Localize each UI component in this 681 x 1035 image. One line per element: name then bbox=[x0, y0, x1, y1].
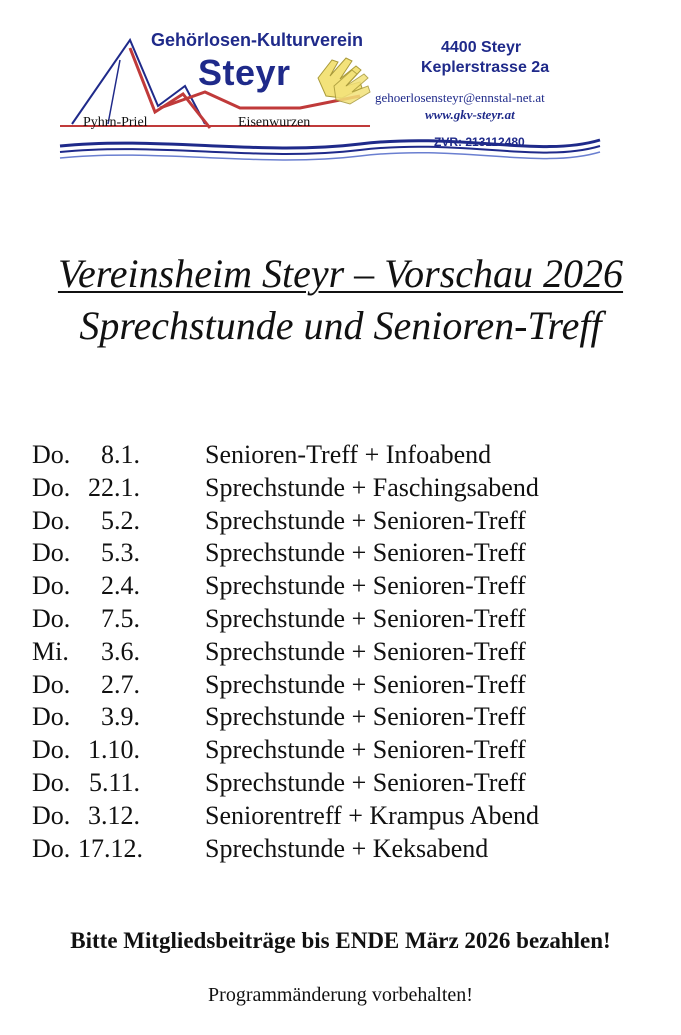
schedule-date: 1.10. bbox=[88, 735, 140, 765]
schedule-day: Do. bbox=[32, 800, 71, 830]
schedule-event: Sprechstunde + Senioren-Treff bbox=[205, 505, 526, 535]
region-label-right: Eisenwurzen bbox=[238, 115, 311, 130]
schedule-event: Sprechstunde + Senioren-Treff bbox=[205, 735, 526, 765]
schedule-event: Sprechstunde + Senioren-Treff bbox=[205, 538, 526, 568]
logo-graphic bbox=[0, 0, 681, 180]
schedule-date: 5.3. bbox=[101, 538, 140, 568]
schedule-date: 22.1. bbox=[88, 472, 140, 502]
page-subtitle: Sprechstunde und Senioren-Treff bbox=[79, 303, 602, 348]
address-line-1: 4400 Steyr bbox=[441, 39, 522, 56]
mountain-outline-icon bbox=[72, 40, 205, 124]
schedule-event: Senioren-Treff + Infoabend bbox=[205, 440, 492, 469]
letterhead bbox=[0, 0, 681, 180]
schedule-day: Do. bbox=[32, 833, 71, 863]
schedule-day: Do. bbox=[32, 669, 71, 699]
schedule-row bbox=[0, 506, 681, 539]
schedule-date: 8.1. bbox=[101, 440, 140, 469]
website-link[interactable]: www.gkv-steyr.at bbox=[425, 107, 515, 122]
schedule-day: Do. bbox=[32, 440, 71, 469]
schedule-date: 3.6. bbox=[101, 636, 140, 666]
schedule-row bbox=[0, 702, 681, 735]
schedule-row bbox=[0, 834, 681, 867]
schedule-event: Sprechstunde + Senioren-Treff bbox=[205, 767, 526, 797]
hands-icon bbox=[318, 58, 370, 104]
schedule-row bbox=[0, 440, 681, 473]
schedule-event: Sprechstunde + Senioren-Treff bbox=[205, 636, 526, 666]
schedule-date: 2.4. bbox=[101, 571, 140, 601]
schedule-row bbox=[0, 637, 681, 670]
region-label-left: Pyhrn-Priel bbox=[83, 115, 148, 130]
schedule-event: Sprechstunde + Senioren-Treff bbox=[205, 603, 526, 633]
schedule-event: Sprechstunde + Senioren-Treff bbox=[205, 571, 526, 601]
schedule-row bbox=[0, 538, 681, 571]
schedule-row bbox=[0, 670, 681, 703]
org-city: Steyr bbox=[198, 52, 291, 93]
schedule-date: 17.12. bbox=[78, 833, 143, 863]
org-name: Gehörlosen-Kulturverein bbox=[151, 30, 364, 50]
schedule-list bbox=[0, 440, 681, 866]
membership-fee-notice: Bitte Mitgliedsbeiträge bis ENDE März 2026 bezahlen! bbox=[70, 928, 611, 953]
schedule-day: Do. bbox=[32, 603, 71, 633]
schedule-row bbox=[0, 735, 681, 768]
schedule-day: Do. bbox=[32, 505, 71, 535]
schedule-row bbox=[0, 571, 681, 604]
schedule-day: Do. bbox=[32, 767, 71, 797]
zvr-number: ZVR: 213112480 bbox=[434, 135, 525, 149]
schedule-date: 3.12. bbox=[88, 800, 140, 830]
schedule-day: Do. bbox=[32, 538, 71, 568]
schedule-day: Do. bbox=[32, 735, 71, 765]
schedule-event: Sprechstunde + Keksabend bbox=[205, 833, 489, 863]
schedule-date: 3.9. bbox=[101, 702, 140, 732]
schedule-row bbox=[0, 801, 681, 834]
email-address[interactable]: gehoerlosensteyr@ennstal-net.at bbox=[375, 90, 545, 105]
schedule-event: Sprechstunde + Faschingsabend bbox=[205, 472, 539, 502]
schedule-day: Mi. bbox=[32, 636, 69, 666]
schedule-date: 2.7. bbox=[101, 669, 140, 699]
schedule-row bbox=[0, 473, 681, 506]
schedule-event: Seniorentreff + Krampus Abend bbox=[205, 800, 540, 830]
address-line-2: Keplerstrasse 2a bbox=[421, 59, 550, 76]
page-title: Vereinsheim Steyr – Vorschau 2026 bbox=[57, 251, 624, 296]
schedule-row bbox=[0, 604, 681, 637]
schedule-day: Do. bbox=[32, 702, 71, 732]
schedule-date: 7.5. bbox=[101, 603, 140, 633]
schedule-day: Do. bbox=[32, 472, 71, 502]
schedule-day: Do. bbox=[32, 571, 71, 601]
footer-note: Programmänderung vorbehalten! bbox=[208, 984, 473, 1006]
schedule-row bbox=[0, 768, 681, 801]
schedule-event: Sprechstunde + Senioren-Treff bbox=[205, 702, 526, 732]
schedule-date: 5.2. bbox=[101, 505, 140, 535]
schedule-event: Sprechstunde + Senioren-Treff bbox=[205, 669, 526, 699]
schedule-date: 5.11. bbox=[88, 767, 140, 797]
